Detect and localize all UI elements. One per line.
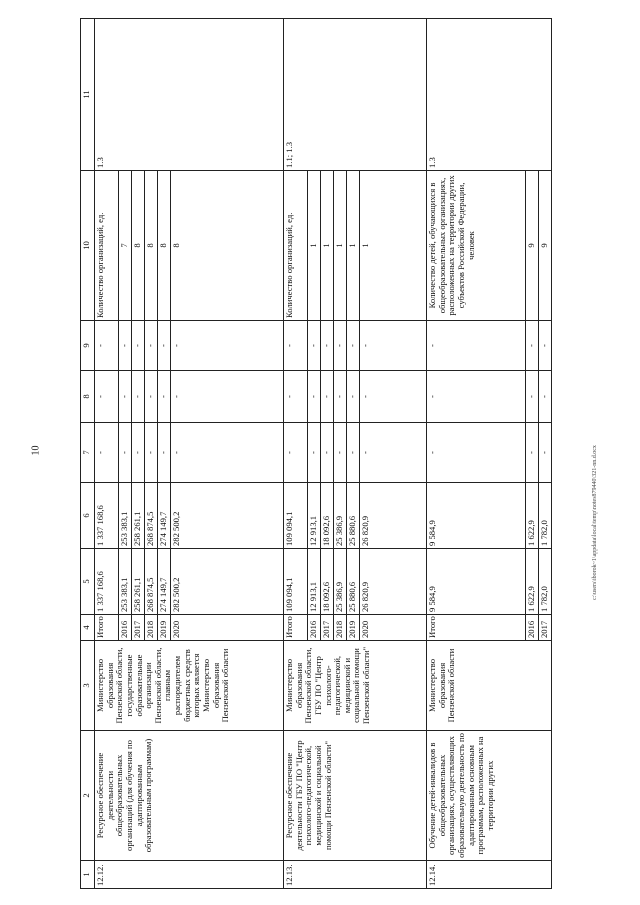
amount-c8: - <box>158 371 171 423</box>
footer-file-path: c:\users\iborok~1\appdata\local\temp\notes879440\321-nn.d.ocx <box>592 445 598 600</box>
column-header: 11 <box>81 19 95 171</box>
column-header: 6 <box>81 483 95 549</box>
amount-c9: - <box>119 321 132 371</box>
column-header: 3 <box>81 641 95 731</box>
amount-total: 25 386,9 <box>334 549 347 615</box>
amount-c7: - <box>360 423 427 483</box>
measure-name: Обучение детей-инвалидов в общеобразовательных организациях, осуществляющих образовательную деятельность по адаптированным основным программам, расположенных на территории других <box>427 731 552 861</box>
amount-c9: - <box>427 321 526 371</box>
amount-c8: - <box>284 371 308 423</box>
program-resource-table <box>80 18 552 889</box>
column-header: 10 <box>81 171 95 321</box>
amount-c8: - <box>308 371 321 423</box>
amount-c7: - <box>526 423 539 483</box>
executor: Министерство образования Пензенской области, государственные образовательные организации Пензенской области, главным распорядителем бюджетных средств которых является Министерство образования Пензенской области <box>95 641 284 731</box>
amount-c7: - <box>321 423 334 483</box>
column-header: 2 <box>81 731 95 861</box>
amount-total: 253 383,1 <box>119 549 132 615</box>
amount-c9: - <box>132 321 145 371</box>
amount-regional: 109 094,1 <box>284 483 308 549</box>
measure-name: Ресурсное обеспечение деятельности ГБУ ПО "Центр психолого-педагогической, медицинской и социальной помощи Пензенской области" <box>284 731 427 861</box>
section-12-13 <box>284 19 427 889</box>
amount-total: 25 880,6 <box>347 549 360 615</box>
amount-c7: - <box>171 423 284 483</box>
amount-total: 274 149,7 <box>158 549 171 615</box>
amount-c8: - <box>171 371 284 423</box>
amount-c7: - <box>334 423 347 483</box>
amount-c9: - <box>321 321 334 371</box>
amount-total: 258 261,1 <box>132 549 145 615</box>
column-header: 9 <box>81 321 95 371</box>
indicator-value: 1 <box>347 171 360 321</box>
row-number: 12.14. <box>427 861 552 889</box>
year: 2020 <box>171 615 284 641</box>
indicator-value: 8 <box>171 171 284 321</box>
amount-c8: - <box>119 371 132 423</box>
year: 2017 <box>132 615 145 641</box>
amount-total: 26 820,9 <box>360 549 427 615</box>
indicator-value: 7 <box>119 171 132 321</box>
amount-c7: - <box>427 423 526 483</box>
amount-regional: 26 820,9 <box>360 483 427 549</box>
row-number: 12.12. <box>95 861 284 889</box>
amount-c9: - <box>526 321 539 371</box>
amount-regional: 9 584,9 <box>427 483 526 549</box>
section-12-14 <box>427 19 552 889</box>
section-12-12 <box>95 19 284 889</box>
amount-c8: - <box>539 371 552 423</box>
year: Итого <box>284 615 308 641</box>
amount-total: 1 337 168,6 <box>95 549 119 615</box>
indicator-value: 8 <box>145 171 158 321</box>
indicator-name: Количество организаций, ед. <box>284 171 308 321</box>
amount-c7: - <box>145 423 158 483</box>
year: 2017 <box>539 615 552 641</box>
indicator-value: 8 <box>158 171 171 321</box>
amount-total: 1 622,9 <box>526 549 539 615</box>
amount-c7: - <box>158 423 171 483</box>
year: 2019 <box>158 615 171 641</box>
table-row <box>284 19 308 889</box>
indicator-ref: 1.3 <box>427 19 552 171</box>
amount-c8: - <box>427 371 526 423</box>
column-header: 7 <box>81 423 95 483</box>
indicator-value: 1 <box>334 171 347 321</box>
amount-c8: - <box>334 371 347 423</box>
column-header: 4 <box>81 615 95 641</box>
amount-regional: 1 782,0 <box>539 483 552 549</box>
amount-c7: - <box>539 423 552 483</box>
page-number: 10 <box>30 445 42 456</box>
amount-c7: - <box>119 423 132 483</box>
amount-c8: - <box>145 371 158 423</box>
amount-c9: - <box>95 321 119 371</box>
amount-c9: - <box>334 321 347 371</box>
amount-regional: 274 149,7 <box>158 483 171 549</box>
indicator-value: 1 <box>360 171 427 321</box>
table-row <box>427 19 526 889</box>
amount-total: 282 500,2 <box>171 549 284 615</box>
indicator-ref: 1.3 <box>95 19 284 171</box>
amount-regional: 25 880,6 <box>347 483 360 549</box>
amount-c8: - <box>95 371 119 423</box>
amount-total: 12 913,1 <box>308 549 321 615</box>
amount-c9: - <box>284 321 308 371</box>
executor: Министерство образования Пензенской области, ГБУ ПО "Центр психолого-педагогической, медицинской и социальной помощи Пензенской области" <box>284 641 427 731</box>
year: 2016 <box>308 615 321 641</box>
amount-c9: - <box>158 321 171 371</box>
column-header: 8 <box>81 371 95 423</box>
column-header: 5 <box>81 549 95 615</box>
amount-c8: - <box>347 371 360 423</box>
amount-total: 268 874,5 <box>145 549 158 615</box>
amount-c7: - <box>308 423 321 483</box>
indicator-value: 8 <box>132 171 145 321</box>
year: 2019 <box>347 615 360 641</box>
executor: Министерство образования Пензенской области <box>427 641 552 731</box>
indicator-name: Количество организаций, ед. <box>95 171 119 321</box>
amount-regional: 253 383,1 <box>119 483 132 549</box>
amount-c8: - <box>321 371 334 423</box>
amount-regional: 25 386,9 <box>334 483 347 549</box>
amount-c9: - <box>171 321 284 371</box>
year: Итого <box>427 615 526 641</box>
year: 2016 <box>526 615 539 641</box>
amount-c9: - <box>539 321 552 371</box>
header-row <box>81 19 95 889</box>
amount-total: 109 094,1 <box>284 549 308 615</box>
year: 2017 <box>321 615 334 641</box>
amount-c7: - <box>95 423 119 483</box>
indicator-value: 1 <box>308 171 321 321</box>
rotated-table-container <box>80 19 610 889</box>
amount-total: 1 782,0 <box>539 549 552 615</box>
amount-total: 18 092,6 <box>321 549 334 615</box>
year: 2016 <box>119 615 132 641</box>
amount-regional: 268 874,5 <box>145 483 158 549</box>
indicator-ref: 1.1; 1.3 <box>284 19 427 171</box>
year: 2018 <box>145 615 158 641</box>
amount-regional: 12 913,1 <box>308 483 321 549</box>
amount-c7: - <box>132 423 145 483</box>
year: Итого <box>95 615 119 641</box>
row-number: 12.13. <box>284 861 427 889</box>
amount-c8: - <box>360 371 427 423</box>
measure-name: Ресурсное обеспечение деятельности общеобразовательных организаций (для обучения по адаптированным образовательным программам) <box>95 731 284 861</box>
amount-c8: - <box>526 371 539 423</box>
indicator-value: 9 <box>539 171 552 321</box>
amount-regional: 1 337 168,6 <box>95 483 119 549</box>
amount-c7: - <box>347 423 360 483</box>
amount-c8: - <box>132 371 145 423</box>
amount-c9: - <box>347 321 360 371</box>
year: 2018 <box>334 615 347 641</box>
amount-c9: - <box>145 321 158 371</box>
amount-regional: 18 092,6 <box>321 483 334 549</box>
amount-regional: 258 261,1 <box>132 483 145 549</box>
amount-c9: - <box>308 321 321 371</box>
indicator-value: 9 <box>526 171 539 321</box>
indicator-name: Количество детей, обучающихся в общеобразовательных организациях, расположенных на территории других субъектов Российской Федерации, человек <box>427 171 526 321</box>
amount-regional: 1 622,9 <box>526 483 539 549</box>
amount-c7: - <box>284 423 308 483</box>
column-header: 1 <box>81 861 95 889</box>
table-row <box>95 19 119 889</box>
year: 2020 <box>360 615 427 641</box>
amount-total: 9 584,9 <box>427 549 526 615</box>
indicator-value: 1 <box>321 171 334 321</box>
amount-c9: - <box>360 321 427 371</box>
amount-regional: 282 500,2 <box>171 483 284 549</box>
